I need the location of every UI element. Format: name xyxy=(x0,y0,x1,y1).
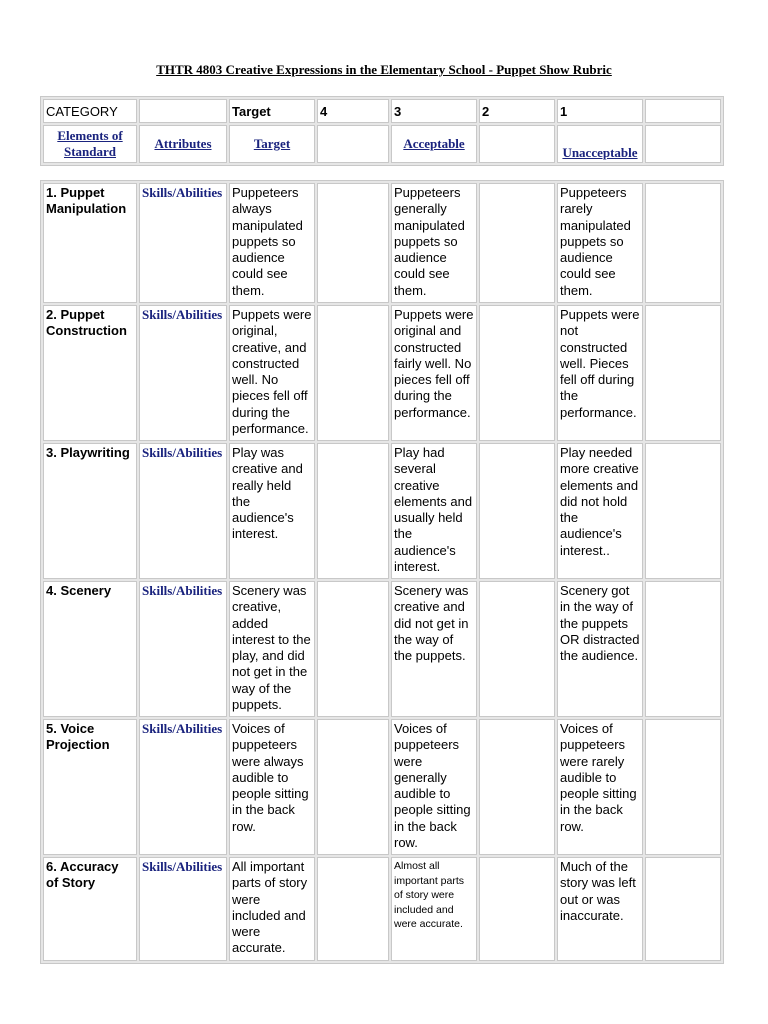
empty-cell xyxy=(479,125,555,163)
empty-cell xyxy=(317,443,389,579)
unacceptable-link[interactable]: Unacceptable xyxy=(562,145,638,160)
rubric-header-table xyxy=(40,96,724,166)
target-descriptor: All important parts of story were included and were accurate. xyxy=(229,857,315,961)
target-link[interactable]: Target xyxy=(253,136,291,151)
attribute-cell: Skills/Abilities xyxy=(139,857,227,961)
attribute-cell: Skills/Abilities xyxy=(139,183,227,303)
category-cell: 2. Puppet Construction xyxy=(43,305,137,441)
rubric-row xyxy=(43,581,721,717)
unacceptable-descriptor: Puppets were not constructed well. Pieces fell off during the performance. xyxy=(557,305,643,441)
empty-cell xyxy=(479,443,555,579)
category-cell: 1. Puppet Manipulation xyxy=(43,183,137,303)
category-cell: 4. Scenery xyxy=(43,581,137,717)
acceptable-descriptor: Scenery was creative and did not get in the way of the puppets. xyxy=(391,581,477,717)
unacceptable-cell xyxy=(557,125,643,163)
acceptable-descriptor: Voices of puppeteers were generally audible to people sitting in the back row. xyxy=(391,719,477,855)
attribute-cell: Skills/Abilities xyxy=(139,443,227,579)
target-descriptor: Puppeteers always manipulated puppets so audience could see them. xyxy=(229,183,315,303)
header-level-2-cell: 2 xyxy=(479,99,555,123)
empty-cell xyxy=(645,719,721,855)
header-empty-cell xyxy=(139,99,227,123)
acceptable-cell xyxy=(391,125,477,163)
rubric-row xyxy=(43,183,721,303)
header-row-levels xyxy=(43,99,721,123)
empty-cell xyxy=(479,183,555,303)
empty-cell xyxy=(645,443,721,579)
header-category-cell: CATEGORY xyxy=(43,99,137,123)
target-cell xyxy=(229,125,315,163)
attributes-cell xyxy=(139,125,227,163)
empty-cell xyxy=(317,125,389,163)
target-descriptor: Puppets were original, creative, and constructed well. No pieces fell off during the performance. xyxy=(229,305,315,441)
rubric-row xyxy=(43,857,721,961)
header-level-4-cell: 4 xyxy=(317,99,389,123)
empty-cell xyxy=(645,857,721,961)
empty-cell xyxy=(317,857,389,961)
empty-cell xyxy=(645,125,721,163)
empty-cell xyxy=(479,305,555,441)
attributes-link[interactable]: Attributes xyxy=(154,136,212,151)
unacceptable-descriptor: Scenery got in the way of the puppets OR distracted the audience. xyxy=(557,581,643,717)
attribute-cell: Skills/Abilities xyxy=(139,305,227,441)
unacceptable-descriptor: Play needed more creative elements and did not hold the audience's interest.. xyxy=(557,443,643,579)
empty-cell xyxy=(645,183,721,303)
empty-cell xyxy=(317,719,389,855)
category-cell: 5. Voice Projection xyxy=(43,719,137,855)
empty-cell xyxy=(317,183,389,303)
unacceptable-descriptor: Puppeteers rarely manipulated puppets so audience could see them. xyxy=(557,183,643,303)
target-descriptor: Voices of puppeteers were always audible to people sitting in the back row. xyxy=(229,719,315,855)
header-level-1-cell: 1 xyxy=(557,99,643,123)
attribute-cell: Skills/Abilities xyxy=(139,719,227,855)
acceptable-descriptor: Almost all important parts of story were included and were accurate. xyxy=(391,857,477,961)
empty-cell xyxy=(645,305,721,441)
empty-cell xyxy=(317,581,389,717)
header-target-cell: Target xyxy=(229,99,315,123)
rubric-row xyxy=(43,719,721,855)
category-cell: 3. Playwriting xyxy=(43,443,137,579)
acceptable-descriptor: Puppeteers generally manipulated puppets so audience could see them. xyxy=(391,183,477,303)
page-title: THTR 4803 Creative Expressions in the Elementary School - Puppet Show Rubric xyxy=(156,62,612,77)
empty-cell xyxy=(645,581,721,717)
acceptable-descriptor: Puppets were original and constructed fairly well. No pieces fell off during the performance. xyxy=(391,305,477,441)
header-level-3-cell: 3 xyxy=(391,99,477,123)
header-row-labels xyxy=(43,125,721,163)
rubric-row xyxy=(43,305,721,441)
acceptable-link[interactable]: Acceptable xyxy=(403,136,465,151)
elements-of-standard-link[interactable]: Elements of Standard xyxy=(57,128,123,159)
empty-cell xyxy=(317,305,389,441)
target-descriptor: Play was creative and really held the audience's interest. xyxy=(229,443,315,579)
empty-cell xyxy=(479,857,555,961)
rubric-table xyxy=(40,180,724,964)
attribute-cell: Skills/Abilities xyxy=(139,581,227,717)
elements-of-standard-cell xyxy=(43,125,137,163)
empty-cell xyxy=(479,719,555,855)
header-empty-cell xyxy=(645,99,721,123)
acceptable-descriptor: Play had several creative elements and usually held the audience's interest. xyxy=(391,443,477,579)
unacceptable-descriptor: Much of the story was left out or was inaccurate. xyxy=(557,857,643,961)
empty-cell xyxy=(479,581,555,717)
category-cell: 6. Accuracy of Story xyxy=(43,857,137,961)
target-descriptor: Scenery was creative, added interest to the play, and did not get in the way of the puppets. xyxy=(229,581,315,717)
unacceptable-descriptor: Voices of puppeteers were rarely audible to people sitting in the back row. xyxy=(557,719,643,855)
rubric-row xyxy=(43,443,721,579)
